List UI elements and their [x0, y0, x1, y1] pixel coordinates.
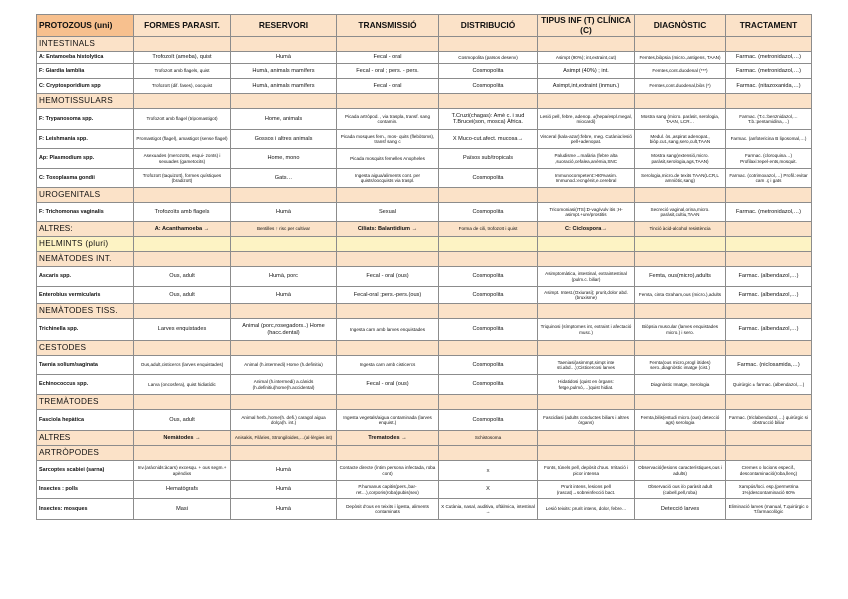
- table-cell: Cosmopolita: [439, 375, 538, 395]
- section-label: NEMÀTODES TISS.: [37, 304, 134, 319]
- table-cell: Serologia,micro.de texits TAAN(LCR,L amniòtic,sang): [635, 169, 726, 188]
- table-cell: Hidatidosi (quist en òrgans: fetge,pulmó,…)quist hidiat.: [538, 375, 635, 395]
- column-header: TRANSMISSIÓ: [337, 15, 439, 37]
- table-cell: Humà, animals mamífers: [231, 79, 337, 94]
- table-cell: Farmac. (metronidazol,…): [726, 203, 812, 222]
- empty-cell: [635, 341, 726, 356]
- table-cell: Cosmopolita: [439, 79, 538, 94]
- table-row: [37, 130, 812, 149]
- table-cell: Humà: [231, 461, 337, 481]
- table-cell: Home, mono: [231, 149, 337, 169]
- section-label: HEMOTISSULARS: [37, 94, 134, 109]
- table-cell: [726, 431, 812, 446]
- empty-cell: [726, 237, 812, 252]
- row-label: F: Trypanosoma spp.: [37, 109, 134, 130]
- table-cell: Femta(ous micro,progl òtides) sero.,diagnòstic imatge (cist.): [635, 356, 726, 375]
- table-cell: Femta, cinta Graham,ous (micro.),adults: [635, 287, 726, 304]
- table-cell: Trofozoïts amb flagels: [134, 203, 231, 222]
- table-cell: X: [439, 481, 538, 499]
- table-cell: [538, 431, 635, 446]
- table-cell: Schistosoma: [439, 431, 538, 446]
- empty-cell: [231, 395, 337, 410]
- table-cell: X Muco-cut.afect. mucosa→: [439, 130, 538, 149]
- empty-cell: [538, 37, 635, 52]
- empty-cell: [439, 37, 538, 52]
- table-cell: Tinció àcid-alcohol resistència: [635, 222, 726, 237]
- empty-cell: [231, 237, 337, 252]
- empty-cell: [231, 94, 337, 109]
- table-cell: Asimptomàtica, intestinal, extraintestinal (pulm.c. biliar): [538, 267, 635, 287]
- table-cell: Triquinosi (símptomes int, extraint i afectació musc.): [538, 319, 635, 341]
- section-label: TREMÀTODES: [37, 395, 134, 410]
- empty-cell: [231, 188, 337, 203]
- column-header: RESERVORI: [231, 15, 337, 37]
- parasitology-table: [36, 14, 812, 520]
- table-row: [37, 287, 812, 304]
- table-cell: Farmac. (nitazoxanida,…): [726, 79, 812, 94]
- table-row: [37, 169, 812, 188]
- empty-cell: [337, 446, 439, 461]
- table-cell: Ingesta aigua/aliments cont. per quists/oocquists via traspl.: [337, 169, 439, 188]
- row-label: Echinococcus spp.: [37, 375, 134, 395]
- table-cell: Humà, animals mamífers: [231, 64, 337, 79]
- table-cell: Animal (h.intermedi) a.cànids (h.definitiu)home(h.accidental): [231, 375, 337, 395]
- section-label: INTESTINALS: [37, 37, 134, 52]
- empty-cell: [538, 237, 635, 252]
- empty-cell: [635, 188, 726, 203]
- table-cell: Asimpt (40%) ; int.: [538, 64, 635, 79]
- column-header: DIAGNÒSTIC: [635, 15, 726, 37]
- section-row: [37, 94, 812, 109]
- row-label: Trichinella spp.: [37, 319, 134, 341]
- table-cell: Animal (porc,rosegadors..) Home (hacc.dental): [231, 319, 337, 341]
- column-header: TRACTAMENT: [726, 15, 812, 37]
- table-cell: Gossos i altres animals: [231, 130, 337, 149]
- table-cell: Secreció vaginal,orina,micro. paràsit,cultiu,TAAN: [635, 203, 726, 222]
- empty-cell: [337, 237, 439, 252]
- row-label: F: Giardia lamblia: [37, 64, 134, 79]
- others-row: [37, 431, 812, 446]
- row-label: F: Leishmania spp.: [37, 130, 134, 149]
- table-cell: Larva (oncosfera), quist hidiatídic: [134, 375, 231, 395]
- table-row: [37, 375, 812, 395]
- row-label: A: Entamoeba histolytica: [37, 52, 134, 64]
- table-cell: Quirúrgic ± farmac. (albendazol,…): [726, 375, 812, 395]
- table-cell: Biòpsia muscular (larves enquistades micro.) i sero.: [635, 319, 726, 341]
- empty-cell: [439, 395, 538, 410]
- table-cell: Xampús/loci. esp.(permetrina 1%)descontaminació 60%: [726, 481, 812, 499]
- table-cell: Tricomoniasi(ITS):D-vag/vulv itis ;H-asimpt.+ure/prostitis: [538, 203, 635, 222]
- table-cell: T.Cruzi(chagas): Amè c. i sud T.Brucei(son, mosca) Àfrica.: [439, 109, 538, 130]
- row-label: C: Cryptosporidium spp: [37, 79, 134, 94]
- table-cell: Humà: [231, 499, 337, 520]
- empty-cell: [134, 446, 231, 461]
- table-row: [37, 109, 812, 130]
- section-row: [37, 237, 812, 252]
- table-cell: Fascidiasi (adults conductes biliars i altres òrgans): [538, 410, 635, 431]
- section-row: [37, 395, 812, 410]
- table-cell: Farmac. (anfotericina B liposomal,…): [726, 130, 812, 149]
- empty-cell: [538, 252, 635, 267]
- empty-cell: [635, 304, 726, 319]
- empty-cell: [538, 304, 635, 319]
- table-cell: Trofozoït (ameba), quist: [134, 52, 231, 64]
- empty-cell: [439, 446, 538, 461]
- table-cell: Bentilles ↑ risc per cultivar: [231, 222, 337, 237]
- column-header: DISTRIBUCIÓ: [439, 15, 538, 37]
- row-label: F: Trichomonas vaginalis: [37, 203, 134, 222]
- table-row: [37, 203, 812, 222]
- table-cell: Animal (h.intermedi) Home (h.definitiu): [231, 356, 337, 375]
- row-label: Insectes : polls: [37, 481, 134, 499]
- row-label: Insectes: mosques: [37, 499, 134, 520]
- table-cell: P.humanus capitis(pers.,bar- ret…),corporis(roba)pubis(sex): [337, 481, 439, 499]
- table-cell: Trematodes →: [337, 431, 439, 446]
- table-cell: Promastigot (flagel), amastigot (sense flagel): [134, 130, 231, 149]
- table-cell: Lesió pell, febre, adenop. ±(hepa/espl.megal, miocardi): [538, 109, 635, 130]
- empty-cell: [726, 446, 812, 461]
- table-cell: Picada artròpod. , via traspla, transf. sang contamin.: [337, 109, 439, 130]
- section-label: UROGENITALS: [37, 188, 134, 203]
- table-cell: Eliminació larves (manual, T.quirúrgic o T.farmacològic: [726, 499, 812, 520]
- section-label: HELMINTS (pluri): [37, 237, 134, 252]
- table-cell: Animal herb.,home(h. defi.) caragol aigua dolça(h. int.): [231, 410, 337, 431]
- table-cell: Cosmopolita: [439, 410, 538, 431]
- section-row: [37, 252, 812, 267]
- empty-cell: [134, 341, 231, 356]
- empty-cell: [635, 37, 726, 52]
- empty-cell: [337, 252, 439, 267]
- table-cell: Larves enquistades: [134, 319, 231, 341]
- empty-cell: [231, 252, 337, 267]
- table-cell: Taeniasi(asimmpt,simpt inte sti.abd…);Cisticercosi larves: [538, 356, 635, 375]
- empty-cell: [538, 94, 635, 109]
- table-cell: Home, animals: [231, 109, 337, 130]
- table-row: [37, 410, 812, 431]
- table-cell: Cosmopolita: [439, 356, 538, 375]
- empty-cell: [635, 94, 726, 109]
- empty-cell: [231, 446, 337, 461]
- table-cell: Ciliats: Balantidium →: [337, 222, 439, 237]
- row-label: Taenia solium/saginata: [37, 356, 134, 375]
- table-cell: Asimpt,int,extraint (inmun.): [538, 79, 635, 94]
- table-cell: Asexuades (merozoïts, esqui- zonts) i sexuades (gametocits): [134, 149, 231, 169]
- empty-cell: [726, 37, 812, 52]
- table-cell: Cosmopolita: [439, 169, 538, 188]
- table-cell: Cosmopolita: [439, 203, 538, 222]
- table-cell: Trofozoït (dif. fases), oocquist: [134, 79, 231, 94]
- empty-cell: [439, 341, 538, 356]
- table-body: [37, 15, 812, 520]
- table-cell: Contacte directe (íntim persona infectada, roba cont): [337, 461, 439, 481]
- table-cell: Mostra sang (micro. paràsit, serologia, TAAN, LCR…: [635, 109, 726, 130]
- table-cell: Observació(lesions característiques,ous i adults): [635, 461, 726, 481]
- table-cell: Forma de cili, trofozoït i quist: [439, 222, 538, 237]
- table-cell: Femta,bilis(estudi micro.(ous) detecció ags) serologia: [635, 410, 726, 431]
- table-cell: Diagnòstic Imatge, Serologia: [635, 375, 726, 395]
- table-cell: Trofozoït amb flagel (tripomastigot): [134, 109, 231, 130]
- table-row: [37, 267, 812, 287]
- empty-cell: [439, 94, 538, 109]
- empty-cell: [726, 304, 812, 319]
- table-cell: X Cutània, nasal, auditiva, oftàlmica, intestinal →: [439, 499, 538, 520]
- table-cell: Ingesta carn amb larves enquistades: [337, 319, 439, 341]
- empty-cell: [337, 304, 439, 319]
- empty-cell: [337, 341, 439, 356]
- table-cell: Farmac. (metronidazol,…): [726, 64, 812, 79]
- section-row: [37, 341, 812, 356]
- empty-cell: [231, 37, 337, 52]
- table-cell: Trofozoït amb flagels, quist: [134, 64, 231, 79]
- table-cell: Paludisme→malària (febre alta ,suoració,cefalea,anèmia,SNC: [538, 149, 635, 169]
- empty-cell: [538, 188, 635, 203]
- empty-cell: [134, 304, 231, 319]
- table-cell: Lesió teixits: prurit intens, dolor, febre…: [538, 499, 635, 520]
- empty-cell: [726, 252, 812, 267]
- table-cell: Immunocompetent:>80%asim. Immunod.:ecngènit,e.cerebral: [538, 169, 635, 188]
- table-cell: Ous,adult,cisticercs (larves enquistades): [134, 356, 231, 375]
- empty-cell: [134, 237, 231, 252]
- table-cell: Femtes,cont.duodenal (***): [635, 64, 726, 79]
- empty-cell: [726, 94, 812, 109]
- table-cell: Cosmopolita: [439, 267, 538, 287]
- table-cell: C: Ciclospora→: [538, 222, 635, 237]
- empty-cell: [538, 395, 635, 410]
- others-label: ALTRES: [37, 431, 134, 446]
- row-label: Ascaris spp.: [37, 267, 134, 287]
- table-cell: [726, 222, 812, 237]
- table-cell: Cosmopolita: [439, 64, 538, 79]
- table-cell: Països sub/tropicals: [439, 149, 538, 169]
- parasitology-table-container: [36, 14, 811, 520]
- table-cell: Prurit intens, lesions pell (rascat)→sobreinfecció bact.: [538, 481, 635, 499]
- table-cell: Fecal - oral: [337, 79, 439, 94]
- table-row: [37, 79, 812, 94]
- table-row: [37, 481, 812, 499]
- table-cell: Cosmopolita (països desenv): [439, 52, 538, 64]
- empty-cell: [337, 94, 439, 109]
- table-cell: Femtes,cont.duodenal,biòs (*): [635, 79, 726, 94]
- empty-cell: [337, 37, 439, 52]
- row-label: Enterobius vermicularis: [37, 287, 134, 304]
- table-cell: Humà, porc: [231, 267, 337, 287]
- empty-cell: [439, 252, 538, 267]
- empty-cell: [134, 395, 231, 410]
- table-cell: Farmac. (cotrimoxazol,…) Profil.:evitar cam .ç i gats: [726, 169, 812, 188]
- table-row: [37, 149, 812, 169]
- table-cell: Farmac. (cloroquina…) Profilaxi:repel·ents,mosquit.: [726, 149, 812, 169]
- section-row: [37, 37, 812, 52]
- table-cell: Farmac. (niclosamida,…): [726, 356, 812, 375]
- table-cell: Asimpt. Intest.(Oxiurasi); prurit,dolor abd.(bruxisme): [538, 287, 635, 304]
- empty-cell: [134, 94, 231, 109]
- table-cell: Trofozoït (taquizoït), formes quístiques (bradizoït): [134, 169, 231, 188]
- table-cell: Ous, adult: [134, 287, 231, 304]
- column-header: PROTOZOUS (uni): [37, 15, 134, 37]
- table-cell: X: [439, 461, 538, 481]
- table-cell: Humà: [231, 203, 337, 222]
- table-cell: Depòsit d'ous en teixits i ígesta, aliments contaminats: [337, 499, 439, 520]
- empty-cell: [231, 341, 337, 356]
- empty-cell: [635, 446, 726, 461]
- table-cell: Humà: [231, 287, 337, 304]
- table-cell: Masi: [134, 499, 231, 520]
- table-row: [37, 499, 812, 520]
- table-cell: Mostra sang(extensió,micro. paràsit,serologia,ags,TAAN): [635, 149, 726, 169]
- table-cell: Ous, adult: [134, 410, 231, 431]
- empty-cell: [337, 395, 439, 410]
- table-cell: Detecció larves: [635, 499, 726, 520]
- table-row: [37, 52, 812, 64]
- empty-cell: [439, 188, 538, 203]
- empty-cell: [726, 188, 812, 203]
- empty-cell: [635, 237, 726, 252]
- empty-cell: [134, 37, 231, 52]
- section-label: NEMÀTODES INT.: [37, 252, 134, 267]
- table-cell: Asimpt (90%); int,extraint,cut): [538, 52, 635, 64]
- table-cell: Inv.(aràcnids:àcars) excesqu. + ous segm.+ apèndixs: [134, 461, 231, 481]
- column-header: TIPUS INF (T) CLÍNICA (C): [538, 15, 635, 37]
- table-cell: Humà: [231, 481, 337, 499]
- table-cell: Nemàtodes →: [134, 431, 231, 446]
- section-row: [37, 188, 812, 203]
- row-label: Ap: Plasmodium spp.: [37, 149, 134, 169]
- empty-cell: [726, 341, 812, 356]
- empty-cell: [134, 188, 231, 203]
- table-cell: Fecal - oral (ous): [337, 375, 439, 395]
- empty-cell: [439, 304, 538, 319]
- empty-cell: [726, 395, 812, 410]
- table-cell: Gats…: [231, 169, 337, 188]
- table-row: [37, 461, 812, 481]
- others-row: [37, 222, 812, 237]
- table-cell: [635, 431, 726, 446]
- header-row: [37, 15, 812, 37]
- table-cell: Picada mosques fem., mos- quits (flebòtoms), transf sang c: [337, 130, 439, 149]
- table-cell: Cosmopolita: [439, 287, 538, 304]
- table-row: [37, 64, 812, 79]
- table-cell: A: Acanthamoeba →: [134, 222, 231, 237]
- column-header: FORMES PARASIT.: [134, 15, 231, 37]
- table-cell: Ous, adult: [134, 267, 231, 287]
- table-cell: Ingesta vegetals/aigua contaminada (larves enquist.): [337, 410, 439, 431]
- table-cell: Femta, ous(micro),adults: [635, 267, 726, 287]
- section-row: [37, 446, 812, 461]
- table-row: [37, 319, 812, 341]
- row-label: Sarcoptes scabiei (sarna): [37, 461, 134, 481]
- table-cell: Sexual: [337, 203, 439, 222]
- others-label: ALTRES:: [37, 222, 134, 237]
- row-label: Fasciola hepàtica: [37, 410, 134, 431]
- table-cell: Farmac. (triclabendazol,…) quirúrgic si obstrucció biliar: [726, 410, 812, 431]
- empty-cell: [635, 395, 726, 410]
- empty-cell: [231, 304, 337, 319]
- table-cell: Cremes o locions especif., descontaminació(roba,llenç): [726, 461, 812, 481]
- empty-cell: [635, 252, 726, 267]
- table-cell: Fonts, túnels pell, depòsit d'ous. Irritació i picor intensa: [538, 461, 635, 481]
- empty-cell: [337, 188, 439, 203]
- empty-cell: [538, 446, 635, 461]
- table-cell: Farmac. (T.c.:benznidazol,… T.b.:pentamidina,…): [726, 109, 812, 130]
- empty-cell: [538, 341, 635, 356]
- table-cell: Fecal - oral ; pers. - pers.: [337, 64, 439, 79]
- table-cell: Fecal-oral ;pers.-pers.(ous): [337, 287, 439, 304]
- table-cell: Picada mosquits femelles Anopheles: [337, 149, 439, 169]
- table-cell: Cosmopolita: [439, 319, 538, 341]
- empty-cell: [134, 252, 231, 267]
- table-cell: Humà: [231, 52, 337, 64]
- section-label: ARTRÒPODES: [37, 446, 134, 461]
- table-cell: Farmac. (albendazol,…): [726, 267, 812, 287]
- table-cell: Visceral (kala-azar):febre, meg. Cutània:lesió pell+adenopat.: [538, 130, 635, 149]
- section-row: [37, 304, 812, 319]
- table-row: [37, 356, 812, 375]
- table-cell: Fecal - oral: [337, 52, 439, 64]
- table-cell: Farmac. (albendazol,…): [726, 287, 812, 304]
- section-label: CESTODES: [37, 341, 134, 356]
- table-cell: Hematògrafs: [134, 481, 231, 499]
- table-cell: Anisakis, Filàries, Strongiloides,…(al·lèrgies int): [231, 431, 337, 446]
- table-cell: Femtes,biòpsia (micro.,antigens, TAAN): [635, 52, 726, 64]
- row-label: C: Toxoplasma gondii: [37, 169, 134, 188]
- table-cell: Ingesta carn amb cisticercs: [337, 356, 439, 375]
- table-cell: Farmac. (metronidazol,…): [726, 52, 812, 64]
- empty-cell: [439, 237, 538, 252]
- table-cell: Farmac. (albendazol,…): [726, 319, 812, 341]
- table-cell: Fecal - oral (ous): [337, 267, 439, 287]
- table-cell: Medul. òs.,aspirat adenopat., biòp.cut.,sang,sero,cult,TAAN: [635, 130, 726, 149]
- table-cell: Observació ous i/o paràsit adult (cabell,pell,roba): [635, 481, 726, 499]
